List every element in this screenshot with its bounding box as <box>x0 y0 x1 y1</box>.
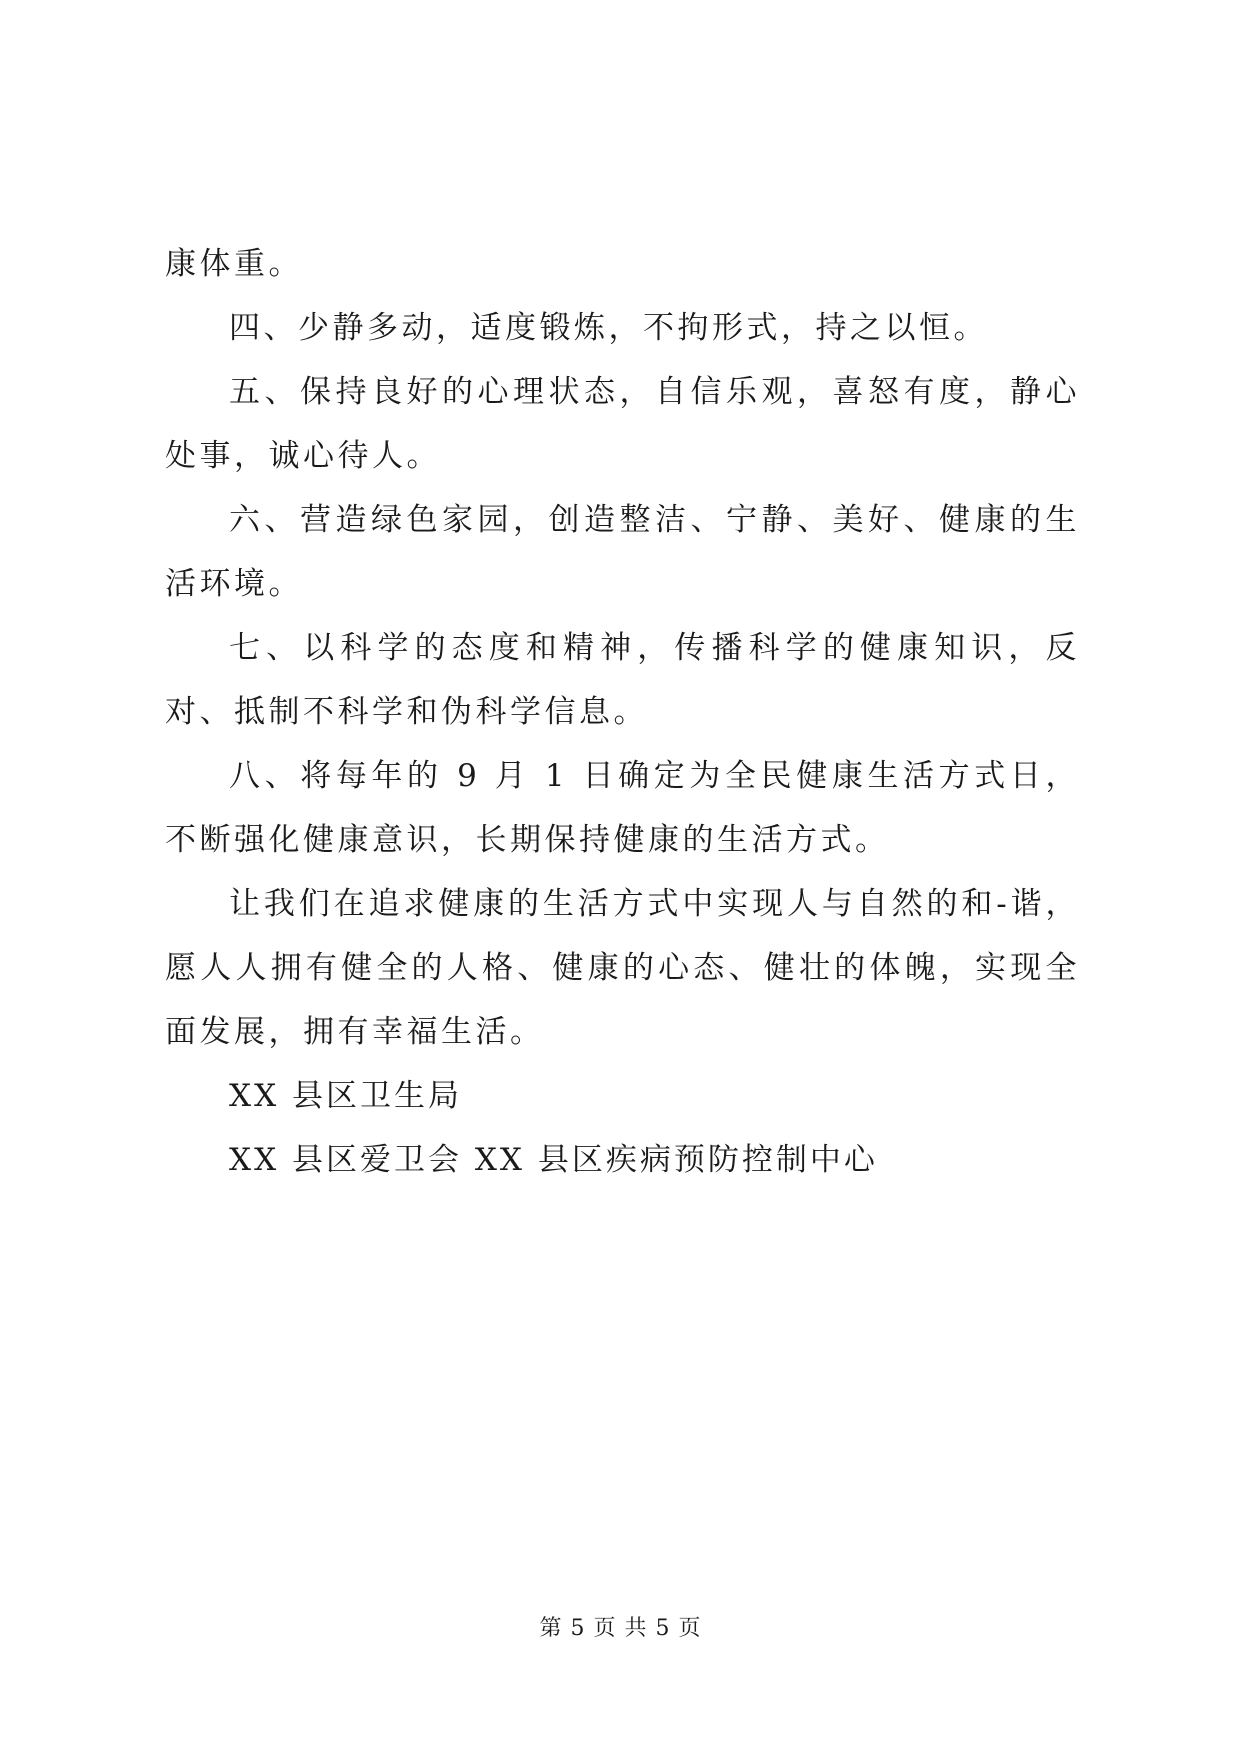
paragraph-item-4: 四、少静多动，适度锻炼，不拘形式，持之以恒。 <box>229 310 988 346</box>
paragraph-continuation: 康体重。 <box>165 246 303 282</box>
paragraph-item-7: 七、以科学的态度和精神，传播科学的健康知识，反对、抵制不科学和伪科学信息。 <box>165 630 1080 730</box>
paragraph-closing: 让我们在追求健康的生活方式中实现人与自然的和-谐，愿人人拥有健全的人格、健康的心态、健壮的体魄，实现全面发展，拥有幸福生活。 <box>165 886 1080 1050</box>
paragraph-item-5: 五、保持良好的心理状态，自信乐观，喜怒有度，静心处事，诚心待人。 <box>165 374 1080 474</box>
page-number-footer: 第 5 页 共 5 页 <box>539 1616 702 1641</box>
paragraph-item-8: 八、将每年的 9 月 1 日确定为全民健康生活方式日，不断强化健康意识，长期保持健康的生活方式。 <box>165 758 1080 858</box>
signature-committee-and-cdc: XX 县区爱卫会 XX 县区疾病预防控制中心 <box>229 1142 878 1178</box>
document-body <box>165 232 1080 1192</box>
signature-health-bureau: XX 县区卫生局 <box>229 1078 462 1114</box>
paragraph-item-6: 六、营造绿色家园，创造整洁、宁静、美好、健康的生活环境。 <box>165 502 1080 602</box>
